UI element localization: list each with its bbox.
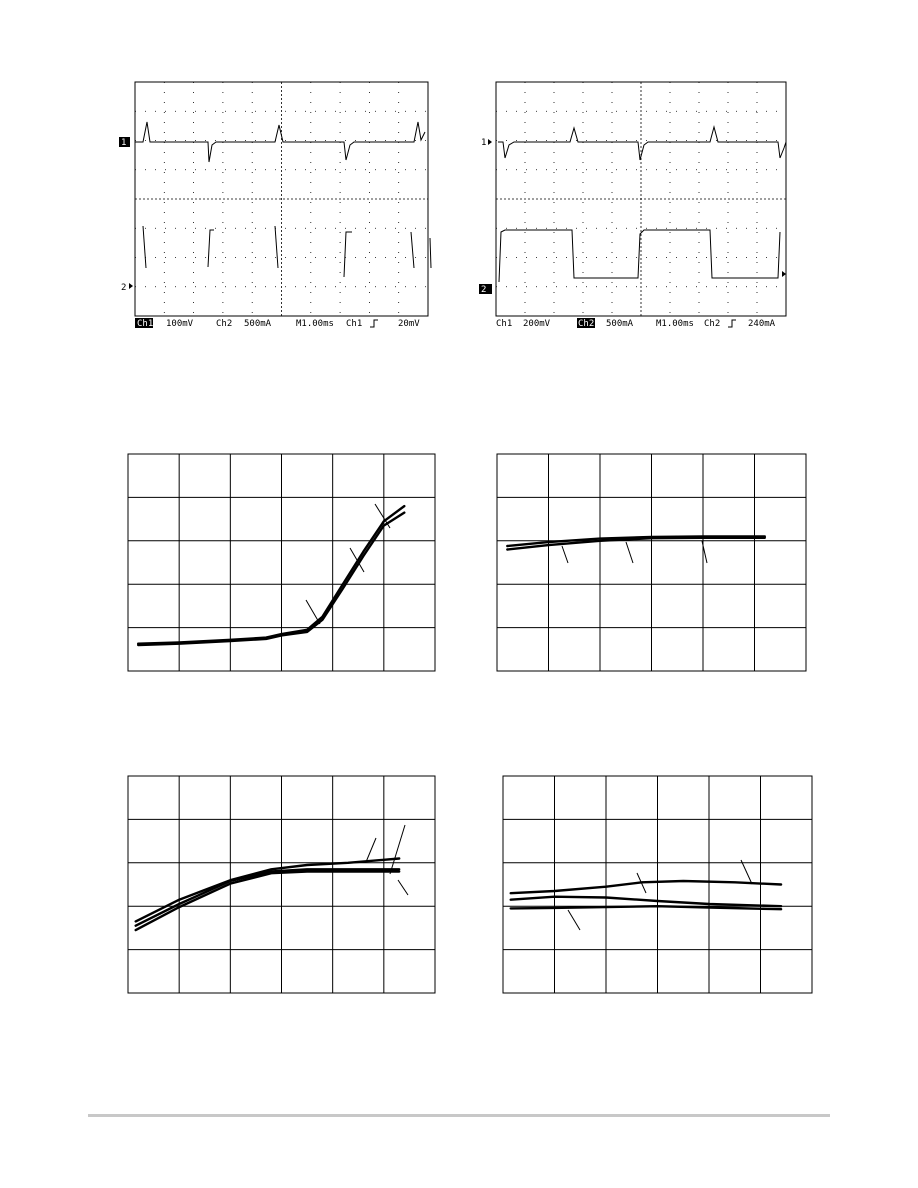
- chart-bottom-right-arrow-b: [741, 860, 752, 884]
- scope-left-trigger-level: 20mV: [398, 319, 420, 329]
- chart-series-1-line: [136, 869, 400, 925]
- chart-bottom-left-arrow-a: [366, 838, 376, 862]
- scope-left-ch1-marker: [119, 137, 130, 148]
- scope-right-ch2-marker: [479, 284, 492, 295]
- chart-top-right-arrow-a: [562, 546, 568, 563]
- scope-left-ch1-label: Ch1: [137, 319, 154, 329]
- scope-left-ch2-label: Ch2: [216, 319, 233, 329]
- chart-top-right-arrow-b: [626, 542, 633, 563]
- scope-left-trigger-source: Ch1: [346, 319, 363, 329]
- scope-right-status-bar: [496, 318, 776, 329]
- scope-right-timebase: M1.00ms: [656, 319, 694, 329]
- scope-left-grid: [135, 82, 428, 316]
- chart-series-1-line: [511, 897, 781, 907]
- scope-left-ch2-trace-d: [344, 232, 352, 277]
- chart-bottom-left-arrow-c: [398, 880, 408, 895]
- scope-right: [479, 82, 786, 329]
- scope-right-ch1-trace: [498, 127, 786, 160]
- scope-right-ch1-arrow-icon: [488, 139, 492, 145]
- scope-left-ch1-marker-label: 1: [121, 138, 127, 148]
- chart-bottom-right-arrow-c: [568, 910, 580, 930]
- scope-left-ch2-scale: 500mA: [244, 319, 272, 329]
- chart-series-1-line: [138, 513, 404, 645]
- scope-left-ch2-trace-c: [275, 226, 278, 268]
- scope-left-ch1-scale: 100mV: [166, 319, 194, 329]
- scope-left-timebase: M1.00ms: [296, 319, 334, 329]
- chart-series-0-line: [136, 859, 400, 922]
- chart-bottom-right: [503, 776, 812, 993]
- scope-right-ch2-label: Ch2: [578, 319, 595, 329]
- chart-top-left-arrow-c: [306, 600, 320, 624]
- scope-left-ch2-trace-b: [208, 230, 214, 267]
- chart-top-left: [128, 454, 435, 671]
- scope-right-trigger-edge-icon: [728, 320, 736, 327]
- scope-right-ch2-trace: [499, 230, 780, 282]
- scope-right-ch2-scale: 500mA: [606, 319, 634, 329]
- scope-left-ch2-trace-e: [411, 232, 414, 268]
- scope-left-trigger-edge-icon: [370, 320, 378, 327]
- scope-left-ch1-trace: [135, 122, 425, 162]
- scope-left-ch2-trace-f: [430, 238, 431, 268]
- scope-right-ch1-label: Ch1: [496, 319, 513, 329]
- chart-series-1-line: [507, 538, 765, 550]
- scope-right-ch1-marker: [481, 138, 492, 148]
- scope-left-ch2-marker: [121, 283, 133, 293]
- footer-rule: [88, 1114, 830, 1117]
- chart-top-left-annotations: [306, 504, 390, 624]
- scope-right-trigger-arrow-icon: [782, 271, 786, 277]
- scope-right-ch2-marker-label: 2: [481, 285, 487, 295]
- scope-right-ch1-scale: 200mV: [523, 319, 551, 329]
- scope-right-ch1-marker-label: 1: [481, 138, 487, 148]
- scope-left: [119, 82, 431, 329]
- chart-top-right-annotations: [562, 541, 707, 563]
- chart-bottom-left: [128, 776, 435, 993]
- chart-bottom-right-annotations: [568, 860, 752, 930]
- scope-left-ch2-marker-label: 2: [121, 283, 127, 293]
- scope-left-ch2-trace: [143, 226, 146, 268]
- chart-series-0-line: [138, 506, 404, 644]
- scope-left-ch2-arrow-icon: [129, 283, 133, 289]
- chart-bottom-left-arrow-b: [390, 825, 405, 874]
- scope-left-status-bar: [135, 318, 420, 329]
- scope-right-trigger-source: Ch2: [704, 319, 721, 329]
- chart-top-right: [497, 454, 806, 671]
- chart-series-0-line: [511, 881, 781, 893]
- scope-right-grid: [496, 82, 786, 316]
- scope-right-trigger-level: 240mA: [748, 319, 776, 329]
